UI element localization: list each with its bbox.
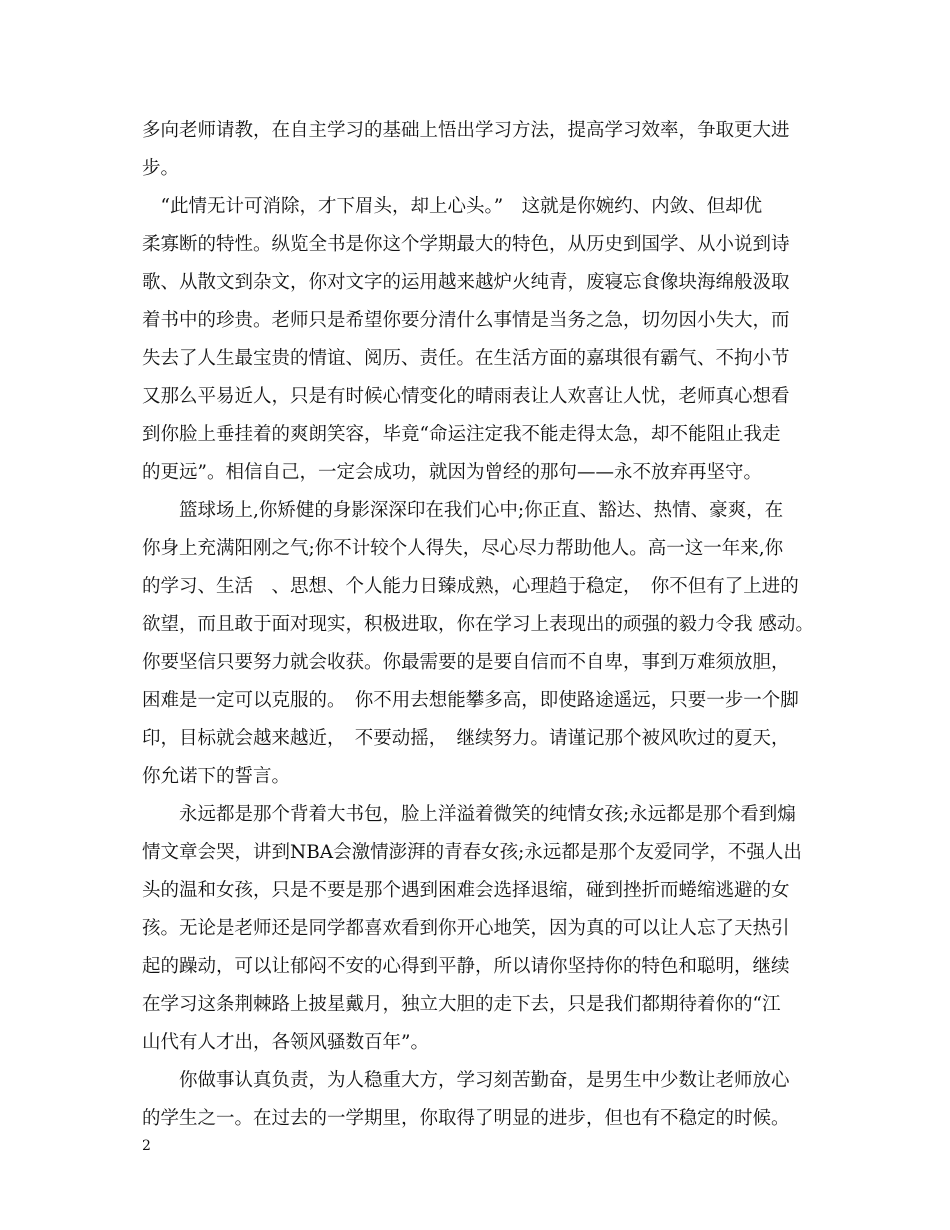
text-line: 头的温和女孩，只是不要是那个遇到困难会选择退缩，碰到挫折而蜷缩逃避的女 bbox=[142, 880, 790, 901]
text-line: 的学习、生活 、思想、个人能力日臻成熟，心理趋于稳定， 你不但有了上进的 bbox=[142, 576, 799, 597]
text-line: 歌、从散文到杂文，你对文字的运用越来越炉火纯青，废寝忘食像块海绵般汲取 bbox=[142, 272, 790, 293]
text-line: 孩。无论是老师还是同学都喜欢看到你开心地笑，因为真的可以让人忘了天热引 bbox=[142, 918, 790, 939]
text-line: 起的躁动，可以让郁闷不安的心得到平静，所以请你坚持你的特色和聪明，继续 bbox=[142, 956, 790, 977]
text-line: 篮球场上,你矫健的身影深深印在我们心中;你正直、豁达、热情、豪爽，在 bbox=[142, 500, 784, 521]
text-line: 欲望，而且敢于面对现实，积极进取，你在学习上表现出的顽强的毅力令我 感动。 bbox=[142, 614, 814, 635]
text-line: 柔寡断的特性。纵览全书是你这个学期最大的特色，从历史到国学、从小说到诗 bbox=[142, 234, 790, 255]
page-number: 2 bbox=[142, 1138, 151, 1154]
text-line: 又那么平易近人，只是有时候心情变化的晴雨表让人欢喜让人忧，老师真心想看 bbox=[142, 386, 790, 407]
document-body bbox=[142, 112, 814, 1138]
text-line: 在学习这条荆棘路上披星戴月，独立大胆的走下去，只是我们都期待着你的“江 bbox=[142, 994, 781, 1015]
text-line: 步。 bbox=[142, 158, 180, 179]
text-line: 你允诺下的誓言。 bbox=[142, 766, 291, 787]
text-line: 山代有人才出，各领风骚数百年”。 bbox=[142, 1032, 429, 1053]
text-line: 的更远”。相信自己，一定会成功，就因为曾经的那句——永不放弃再坚守。 bbox=[142, 462, 762, 483]
text-line: 你要坚信只要努力就会收获。你最需要的是要自信而不自卑，事到万难须放胆， bbox=[142, 652, 790, 673]
text-line: 困难是一定可以克服的。 你不用去想能攀多高，即使路途遥远，只要一步一个脚 bbox=[142, 690, 799, 711]
text-line: 你身上充满阳刚之气;你不计较个人得失，尽心尽力帮助他人。高一这一年来,你 bbox=[142, 538, 784, 559]
text-line: 永远都是那个背着大书包，脸上洋溢着微笑的纯情女孩;永远都是那个看到煽 bbox=[142, 804, 796, 825]
text-line: “此情无计可消除，才下眉头，却上心头。” 这就是你婉约、内敛、但却优 bbox=[142, 196, 763, 217]
text-line: 你做事认真负责，为人稳重大方，学习刻苦勤奋，是男生中少数让老师放心 bbox=[142, 1070, 790, 1091]
text-line: 到你脸上垂挂着的爽朗笑容，毕竟“命运注定我不能走得太急，却不能阻止我走 bbox=[142, 424, 781, 445]
text-line: 着书中的珍贵。老师只是希望你要分清什么事情是当务之急，切勿因小失大，而 bbox=[142, 310, 790, 331]
text-line: 情文章会哭，讲到NBA会激情澎湃的青春女孩;永远都是那个友爱同学，不强人出 bbox=[142, 842, 802, 863]
text-line: 的学生之一。在过去的一学期里，你取得了明显的进步，但也有不稳定的时候。 bbox=[142, 1108, 790, 1129]
text-line: 失去了人生最宝贵的情谊、阅历、责任。在生活方面的嘉琪很有霸气、不拘小节 bbox=[142, 348, 790, 369]
text-line: 印，目标就会越来越近， 不要动摇， 继续努力。请谨记那个被风吹过的夏天， bbox=[142, 728, 790, 749]
text-line: 多向老师请教，在自主学习的基础上悟出学习方法，提高学习效率，争取更大进 bbox=[142, 120, 790, 141]
